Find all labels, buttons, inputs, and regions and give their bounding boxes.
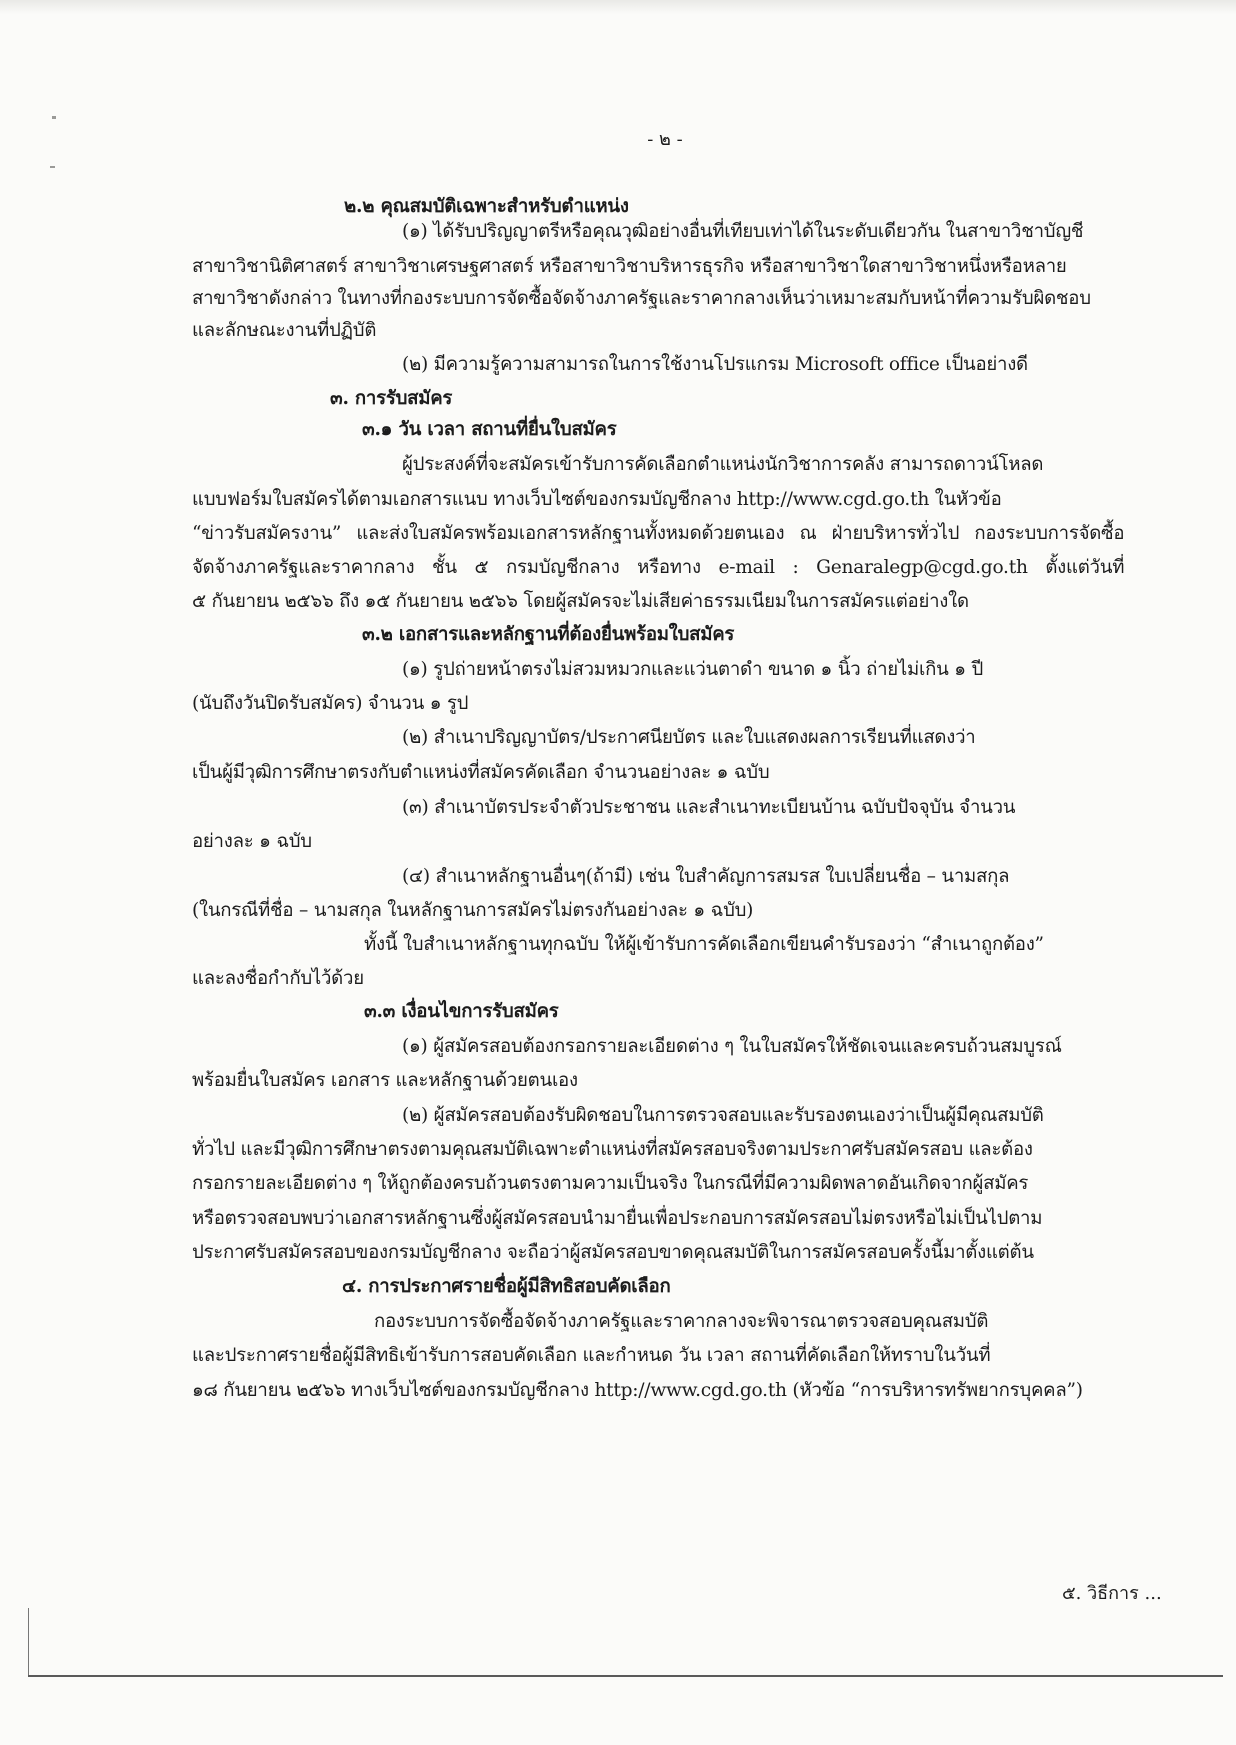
- text-line: (๒) มีความรู้ความสามารถในการใช้งานโปรแกรม Microsoft office เป็นอย่างดี: [402, 354, 1028, 375]
- text-line: ทั้งนี้ ใบสำเนาหลักฐานทุกฉบับ ให้ผู้เข้ารับการคัดเลือกเขียนคำรับรองว่า “สำเนาถูกต้อง”: [364, 934, 1044, 955]
- text-line: (๓) สำเนาบัตรประจำตัวประชาชน และสำเนาทะเบียนบ้าน ฉบับปัจจุบัน จำนวน: [402, 797, 1016, 818]
- continuation-note: ๕. วิธีการ ...: [1062, 1583, 1162, 1604]
- section-heading: ๓.๒ เอกสารและหลักฐานที่ต้องยื่นพร้อมใบสมัคร: [362, 624, 735, 645]
- scan-edge: [0, 0, 1236, 14]
- section-heading: ๔. การประกาศรายชื่อผู้มีสิทธิสอบคัดเลือก: [342, 1276, 671, 1297]
- text-line: พร้อมยื่นใบสมัคร เอกสาร และหลักฐานด้วยตนเอง: [192, 1070, 578, 1091]
- text-line: ทั่วไป และมีวุฒิการศึกษาตรงตามคุณสมบัติเฉพาะตำแหน่งที่สมัครสอบจริงตามประกาศรับสมัครสอบ และต้อง: [192, 1139, 1033, 1160]
- section-heading: ๓. การรับสมัคร: [330, 388, 453, 409]
- section-heading: ๒.๒ คุณสมบัติเฉพาะสำหรับตำแหน่ง: [344, 196, 629, 217]
- text-line: (๒) สำเนาปริญญาบัตร/ประกาศนียบัตร และใบแสดงผลการเรียนที่แสดงว่า: [402, 727, 976, 748]
- text-line: สาขาวิชาดังกล่าว ในทางที่กองระบบการจัดซื้อจัดจ้างภาครัฐและราคากลางเห็นว่าเหมาะสมกับหน้าที่ความรับผิดชอบ: [192, 288, 1091, 309]
- text-line: กรอกรายละเอียดต่าง ๆ ให้ถูกต้องครบถ้วนตรงตามความเป็นจริง ในกรณีที่มีความผิดพลาดอันเกิดจากผู้สมัคร: [192, 1173, 1029, 1194]
- text-line: ประกาศรับสมัครสอบของกรมบัญชีกลาง จะถือว่าผู้สมัครสอบขาดคุณสมบัติในการสมัครสอบครั้งนี้มาตั้งแต่ต้น: [192, 1242, 1034, 1263]
- text-line: และประกาศรายชื่อผู้มีสิทธิเข้ารับการสอบคัดเลือก และกำหนด วัน เวลา สถานที่คัดเลือกให้ทราบในวันที่: [192, 1345, 991, 1366]
- page-number: - ๒ -: [647, 129, 683, 150]
- scan-speck: [52, 116, 56, 119]
- text-line: (๒) ผู้สมัครสอบต้องรับผิดชอบในการตรวจสอบและรับรองตนเองว่าเป็นผู้มีคุณสมบัติ: [402, 1105, 1044, 1126]
- scan-speck: [50, 166, 55, 168]
- text-line: เป็นผู้มีวุฒิการศึกษาตรงกับตำแหน่งที่สมัครคัดเลือก จำนวนอย่างละ ๑ ฉบับ: [192, 762, 770, 783]
- section-heading: ๓.๓ เงื่อนไขการรับสมัคร: [364, 1001, 559, 1022]
- text-line: แบบฟอร์มใบสมัครได้ตามเอกสารแนบ ทางเว็บไซต์ของกรมบัญชีกลาง http://www.cgd.go.th ในหัวข้อ: [192, 489, 1002, 510]
- text-line: สาขาวิชานิติศาสตร์ สาขาวิชาเศรษฐศาสตร์ หรือสาขาวิชาบริหารธุรกิจ หรือสาขาวิชาใดสาขาวิชาหนึ่งหรือหลาย: [192, 256, 1067, 277]
- text-line: และลงชื่อกำกับไว้ด้วย: [192, 968, 364, 989]
- text-line: หรือตรวจสอบพบว่าเอกสารหลักฐานซึ่งผู้สมัครสอบนำมายื่นเพื่อประกอบการสมัครสอบไม่ตรงหรือไม่เป็นไปตาม: [192, 1208, 1043, 1229]
- text-line: (ในกรณีที่ชื่อ – นามสกุล ในหลักฐานการสมัครไม่ตรงกันอย่างละ ๑ ฉบับ): [192, 900, 754, 921]
- text-line: อย่างละ ๑ ฉบับ: [192, 831, 312, 852]
- section-heading: ๓.๑ วัน เวลา สถานที่ยื่นใบสมัคร: [362, 419, 617, 440]
- text-line: (๔) สำเนาหลักฐานอื่นๆ(ถ้ามี) เช่น ใบสำคัญการสมรส ใบเปลี่ยนชื่อ – นามสกุล: [402, 866, 1010, 887]
- text-line: (นับถึงวันปิดรับสมัคร) จำนวน ๑ รูป: [192, 693, 469, 714]
- text-line: (๑) รูปถ่ายหน้าตรงไม่สวมหมวกและแว่นตาดำ ขนาด ๑ นิ้ว ถ่ายไม่เกิน ๑ ปี: [402, 659, 984, 680]
- text-line: และลักษณะงานที่ปฏิบัติ: [192, 320, 377, 341]
- text-line: ๑๘ กันยายน ๒๕๖๖ ทางเว็บไซต์ของกรมบัญชีกลาง http://www.cgd.go.th (หัวข้อ “การบริหารทรัพยากรบุคคล”): [192, 1380, 1083, 1401]
- scan-edge-line: [28, 1608, 29, 1676]
- text-line: (๑) ได้รับปริญญาตรีหรือคุณวุฒิอย่างอื่นที่เทียบเท่าได้ในระดับเดียวกัน ในสาขาวิชาบัญชี: [402, 221, 1084, 242]
- scan-edge-line: [28, 1675, 1223, 1677]
- text-line: ๕ กันยายน ๒๕๖๖ ถึง ๑๕ กันยายน ๒๕๖๖ โดยผู้สมัครจะไม่เสียค่าธรรมเนียมในการสมัครแต่อย่างใด: [192, 591, 969, 612]
- text-line: จัดจ้างภาครัฐและราคากลาง ชั้น ๕ กรมบัญชีกลาง หรือทาง e-mail : Genaralegp@cgd.go.th ตั้งแต่วันที่: [192, 557, 1125, 578]
- text-line: “ข่าวรับสมัครงาน” และส่งใบสมัครพร้อมเอกสารหลักฐานทั้งหมดด้วยตนเอง ณ ฝ่ายบริหารทั่วไป กองระบบการจัดซื้อ: [192, 523, 1125, 544]
- text-line: กองระบบการจัดซื้อจัดจ้างภาครัฐและราคากลางจะพิจารณาตรวจสอบคุณสมบัติ: [374, 1311, 989, 1332]
- text-line: (๑) ผู้สมัครสอบต้องกรอกรายละเอียดต่าง ๆ ในใบสมัครให้ชัดเจนและครบถ้วนสมบูรณ์: [402, 1036, 1062, 1057]
- text-line: ผู้ประสงค์ที่จะสมัครเข้ารับการคัดเลือกตำแหน่งนักวิชาการคลัง สามารถดาวน์โหลด: [402, 454, 1044, 475]
